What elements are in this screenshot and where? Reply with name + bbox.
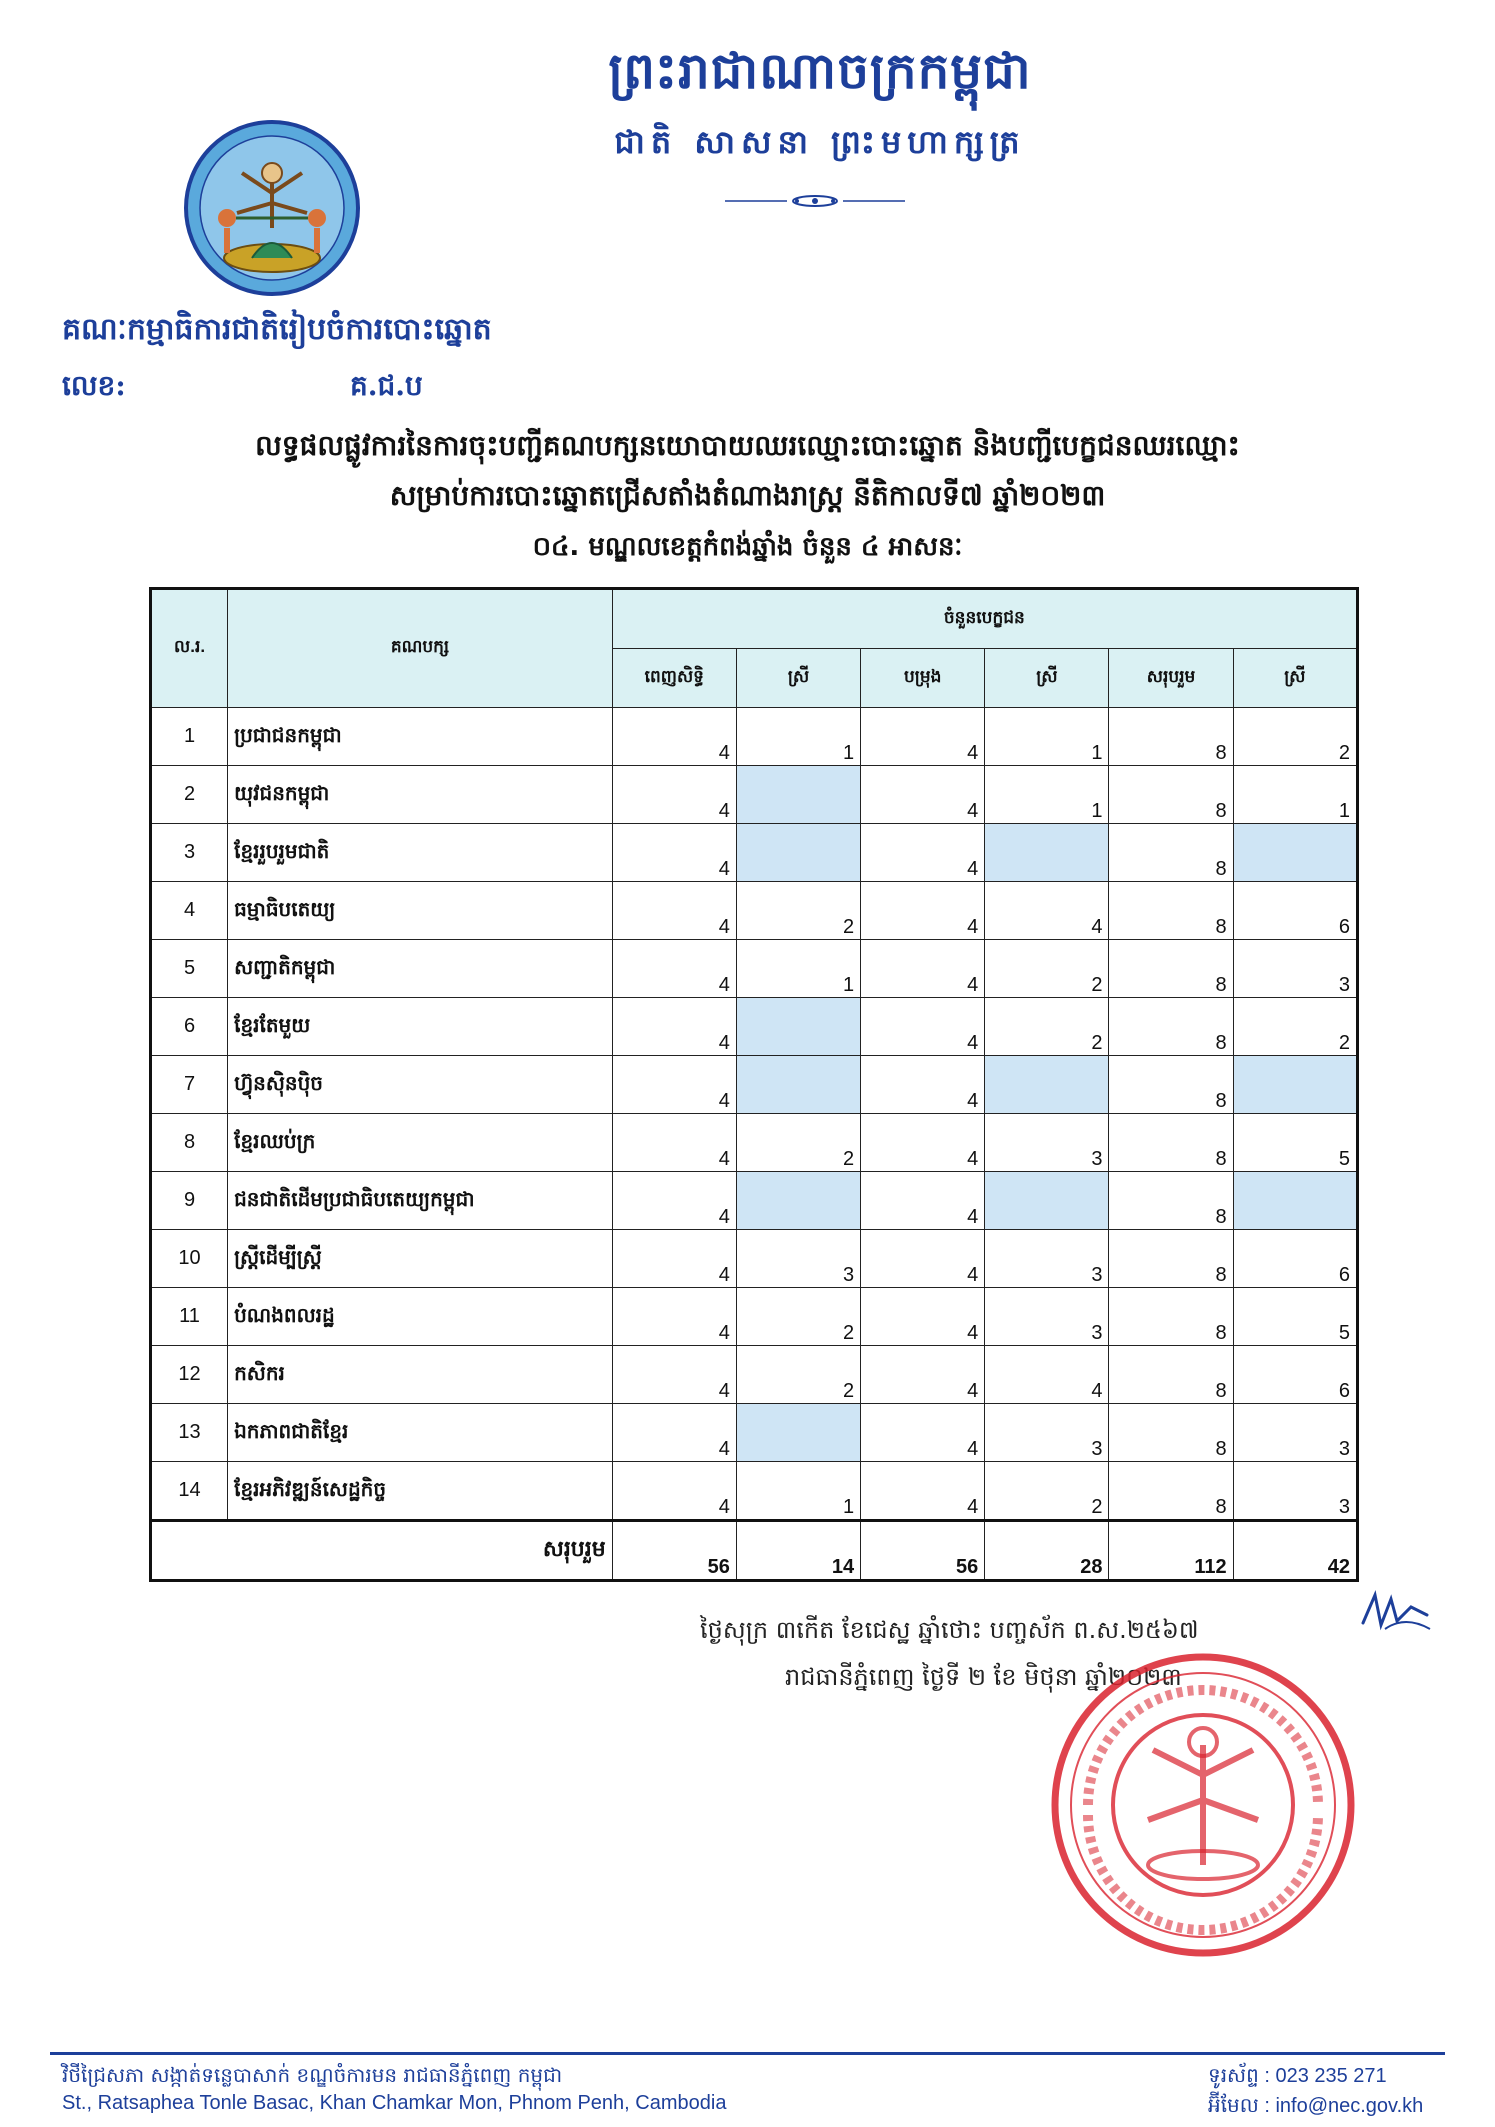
candidate-count-cell: 4 xyxy=(612,1230,736,1288)
candidate-count-cell: 4 xyxy=(612,824,736,882)
table-row xyxy=(151,708,1358,766)
party-name: សញ្ជាតិកម្ពុជា xyxy=(228,940,613,998)
table-body xyxy=(151,708,1358,1581)
candidate-count-cell: 4 xyxy=(861,1346,985,1404)
total-cell: 42 xyxy=(1233,1521,1357,1581)
row-number: 7 xyxy=(151,1056,228,1114)
table-row xyxy=(151,1114,1358,1172)
kingdom-title: ព្រះរាជាណាចក្រកម្ពុជា xyxy=(608,41,1032,100)
candidate-count-cell: 4 xyxy=(861,882,985,940)
candidate-count-cell xyxy=(985,824,1109,882)
row-number: 5 xyxy=(151,940,228,998)
party-name: ប្រជាជនកម្ពុជា xyxy=(228,708,613,766)
candidate-count-cell: 6 xyxy=(1233,1230,1357,1288)
party-name: យុវជនកម្ពុជា xyxy=(228,766,613,824)
header-candidates-group: ចំនួនបេក្ខជន xyxy=(612,589,1357,649)
candidate-count-cell: 4 xyxy=(861,1230,985,1288)
candidate-count-cell: 4 xyxy=(861,1114,985,1172)
totals-label: សរុបរួម xyxy=(151,1521,613,1581)
party-name: ខ្មែរតែមួយ xyxy=(228,998,613,1056)
candidate-count-cell xyxy=(1233,1056,1357,1114)
header-full-members: ពេញសិទ្ធិ xyxy=(612,649,736,708)
nec-emblem-logo xyxy=(182,118,362,298)
candidate-count-cell: 8 xyxy=(1109,1172,1233,1230)
row-number: 13 xyxy=(151,1404,228,1462)
candidate-count-cell: 4 xyxy=(861,1462,985,1521)
candidate-count-cell xyxy=(736,1056,860,1114)
candidate-count-cell: 4 xyxy=(612,1404,736,1462)
candidate-count-cell: 4 xyxy=(861,1288,985,1346)
candidate-count-cell: 1 xyxy=(736,1462,860,1521)
table-row xyxy=(151,1404,1358,1462)
reference-code: គ.ជ.ប xyxy=(350,369,423,402)
candidate-count-cell: 8 xyxy=(1109,998,1233,1056)
candidate-count-cell: 4 xyxy=(861,708,985,766)
header-total-women: ស្រី xyxy=(1233,649,1357,708)
header-reserve: បម្រុង xyxy=(861,649,985,708)
party-name: ខ្មែររួបរួមជាតិ xyxy=(228,824,613,882)
table-row xyxy=(151,1346,1358,1404)
candidate-count-cell: 2 xyxy=(736,882,860,940)
candidate-count-cell: 8 xyxy=(1109,1114,1233,1172)
candidate-count-cell: 1 xyxy=(985,708,1109,766)
candidate-count-cell: 4 xyxy=(861,766,985,824)
candidate-count-cell: 8 xyxy=(1109,882,1233,940)
party-name: ជនជាតិដើមប្រជាធិបតេយ្យកម្ពុជា xyxy=(228,1172,613,1230)
table-row xyxy=(151,882,1358,940)
candidate-count-cell: 4 xyxy=(861,1056,985,1114)
candidate-count-cell: 8 xyxy=(1109,1288,1233,1346)
candidate-count-cell: 3 xyxy=(736,1230,860,1288)
party-name: ឯកភាពជាតិខ្មែរ xyxy=(228,1404,613,1462)
footer-address-english: St., Ratsaphea Tonle Basac, Khan Chamkar Mon, Phnom Penh, Cambodia xyxy=(62,2092,727,2114)
signature-mark xyxy=(1355,1585,1435,1635)
table-row xyxy=(151,998,1358,1056)
candidate-count-cell: 8 xyxy=(1109,1462,1233,1521)
party-name: ហ៊្វុនស៊ិនប៉ិច xyxy=(228,1056,613,1114)
candidate-count-cell: 4 xyxy=(612,1172,736,1230)
row-number: 14 xyxy=(151,1462,228,1521)
candidate-count-cell: 1 xyxy=(736,708,860,766)
candidate-count-cell: 4 xyxy=(612,766,736,824)
candidate-count-cell xyxy=(736,998,860,1056)
candidate-count-cell: 4 xyxy=(861,1404,985,1462)
total-cell: 56 xyxy=(861,1521,985,1581)
candidate-results-table xyxy=(149,587,1359,1582)
candidate-count-cell xyxy=(1233,1172,1357,1230)
candidate-count-cell: 8 xyxy=(1109,1404,1233,1462)
candidate-count-cell: 4 xyxy=(861,998,985,1056)
footer-email: អ៊ីមែល : info@nec.gov.kh xyxy=(1208,2095,1424,2117)
table-row xyxy=(151,1288,1358,1346)
candidate-count-cell: 4 xyxy=(612,1346,736,1404)
candidate-count-cell: 8 xyxy=(1109,1230,1233,1288)
candidate-count-cell: 3 xyxy=(985,1404,1109,1462)
ornament-divider xyxy=(725,194,905,208)
total-cell: 28 xyxy=(985,1521,1109,1581)
candidate-count-cell: 3 xyxy=(985,1288,1109,1346)
candidate-count-cell: 4 xyxy=(612,1288,736,1346)
row-number: 11 xyxy=(151,1288,228,1346)
header-full-women: ស្រី xyxy=(736,649,860,708)
candidate-count-cell: 2 xyxy=(736,1346,860,1404)
candidate-count-cell: 4 xyxy=(612,882,736,940)
footer-phone: ទូរស័ព្ទ : 023 235 271 xyxy=(1208,2065,1387,2087)
table-row xyxy=(151,1056,1358,1114)
table-row xyxy=(151,824,1358,882)
candidate-count-cell xyxy=(736,766,860,824)
footer-divider xyxy=(50,2052,1445,2055)
solar-date: រាជធានីភ្នំពេញ ថ្ងៃទី ២ ខែ មិថុនា ឆ្នាំ២០២៣ xyxy=(785,1663,1182,1691)
candidate-count-cell: 2 xyxy=(985,998,1109,1056)
header-reserve-women: ស្រី xyxy=(985,649,1109,708)
candidate-count-cell: 4 xyxy=(612,998,736,1056)
candidate-count-cell: 2 xyxy=(736,1114,860,1172)
constituency-heading: ០៤. មណ្ឌលខេត្តកំពង់ឆ្នាំង ចំនួន ៤ អាសនៈ xyxy=(532,532,963,562)
header-total: សរុបរួម xyxy=(1109,649,1233,708)
candidate-count-cell: 8 xyxy=(1109,1346,1233,1404)
candidate-count-cell: 1 xyxy=(1233,766,1357,824)
party-name: ធម្មាធិបតេយ្យ xyxy=(228,882,613,940)
candidate-count-cell xyxy=(1233,824,1357,882)
candidate-count-cell: 4 xyxy=(612,1462,736,1521)
candidate-count-cell: 8 xyxy=(1109,824,1233,882)
table-row xyxy=(151,766,1358,824)
candidate-count-cell: 2 xyxy=(736,1288,860,1346)
row-number: 6 xyxy=(151,998,228,1056)
row-number: 2 xyxy=(151,766,228,824)
document-title: លទ្ធផលផ្លូវការនៃការចុះបញ្ជីគណបក្សនយោបាយឈរឈ្មោះបោះឆ្នោត និងបញ្ជីបេក្ខជនឈរឈ្មោះ xyxy=(255,429,1240,462)
candidate-count-cell: 2 xyxy=(1233,708,1357,766)
candidate-count-cell: 4 xyxy=(985,882,1109,940)
row-number: 8 xyxy=(151,1114,228,1172)
candidate-count-cell: 8 xyxy=(1109,940,1233,998)
party-name: បំណងពលរដ្ឋ xyxy=(228,1288,613,1346)
national-motto: ជាតិ សាសនា ព្រះមហាក្សត្រ xyxy=(614,123,1026,161)
candidate-count-cell: 3 xyxy=(985,1230,1109,1288)
candidate-count-cell: 2 xyxy=(985,1462,1109,1521)
row-number: 10 xyxy=(151,1230,228,1288)
row-number: 4 xyxy=(151,882,228,940)
total-cell: 14 xyxy=(736,1521,860,1581)
candidate-count-cell xyxy=(985,1056,1109,1114)
candidate-count-cell: 2 xyxy=(985,940,1109,998)
candidate-count-cell: 5 xyxy=(1233,1288,1357,1346)
candidate-count-cell: 4 xyxy=(861,1172,985,1230)
candidate-count-cell: 1 xyxy=(736,940,860,998)
row-number: 9 xyxy=(151,1172,228,1230)
candidate-count-cell: 4 xyxy=(612,708,736,766)
candidate-count-cell: 4 xyxy=(985,1346,1109,1404)
total-cell: 112 xyxy=(1109,1521,1233,1581)
candidate-count-cell: 4 xyxy=(861,824,985,882)
row-number: 12 xyxy=(151,1346,228,1404)
candidate-count-cell: 4 xyxy=(612,1056,736,1114)
candidate-count-cell: 3 xyxy=(1233,940,1357,998)
candidate-count-cell: 3 xyxy=(1233,1462,1357,1521)
party-name: ខ្មែរឈប់ក្រ xyxy=(228,1114,613,1172)
row-number: 1 xyxy=(151,708,228,766)
table-row xyxy=(151,1462,1358,1521)
candidate-count-cell xyxy=(736,1172,860,1230)
candidate-count-cell: 4 xyxy=(612,1114,736,1172)
reference-label: លេខ: xyxy=(62,369,126,402)
official-seal-stamp xyxy=(1048,1650,1358,1960)
totals-row xyxy=(151,1521,1358,1581)
candidate-count-cell xyxy=(736,1404,860,1462)
organization-name: គណៈកម្មាធិការជាតិរៀបចំការបោះឆ្នោត xyxy=(62,312,492,347)
candidate-count-cell: 6 xyxy=(1233,1346,1357,1404)
candidate-count-cell: 4 xyxy=(861,940,985,998)
row-number: 3 xyxy=(151,824,228,882)
candidate-count-cell: 5 xyxy=(1233,1114,1357,1172)
table-row xyxy=(151,1172,1358,1230)
footer-address-khmer: វិថីជ្រៃសភា សង្កាត់ទន្លេបាសាក់ ខណ្ឌចំការមន រាជធានីភ្នំពេញ កម្ពុជា xyxy=(62,2063,563,2087)
party-name: ស្ត្រីដើម្បីស្ត្រី xyxy=(228,1230,613,1288)
candidate-count-cell xyxy=(736,824,860,882)
header-number: ល.រ. xyxy=(151,589,228,708)
candidate-count-cell: 6 xyxy=(1233,882,1357,940)
party-name: កសិករ xyxy=(228,1346,613,1404)
party-name: ខ្មែរអភិវឌ្ឍន៍សេដ្ឋកិច្ច xyxy=(228,1462,613,1521)
lunar-date: ថ្ងៃសុក្រ ៣កើត ខែជេស្ឋ ឆ្នាំថោះ បញ្ចស័ក ព.ស.២៥៦៧ xyxy=(700,1616,1199,1644)
candidate-count-cell xyxy=(985,1172,1109,1230)
candidate-count-cell: 2 xyxy=(1233,998,1357,1056)
candidate-count-cell: 4 xyxy=(612,940,736,998)
candidate-count-cell: 1 xyxy=(985,766,1109,824)
table-row xyxy=(151,1230,1358,1288)
table-row xyxy=(151,940,1358,998)
candidate-count-cell: 3 xyxy=(1233,1404,1357,1462)
candidate-count-cell: 8 xyxy=(1109,1056,1233,1114)
document-subtitle: សម្រាប់ការបោះឆ្នោតជ្រើសតាំងតំណាងរាស្ត្រ នីតិកាលទី៧ ឆ្នាំ២០២៣ xyxy=(389,479,1106,512)
candidate-count-cell: 8 xyxy=(1109,708,1233,766)
header-party: គណបក្ស xyxy=(228,589,613,708)
total-cell: 56 xyxy=(612,1521,736,1581)
candidate-count-cell: 8 xyxy=(1109,766,1233,824)
candidate-count-cell: 3 xyxy=(985,1114,1109,1172)
